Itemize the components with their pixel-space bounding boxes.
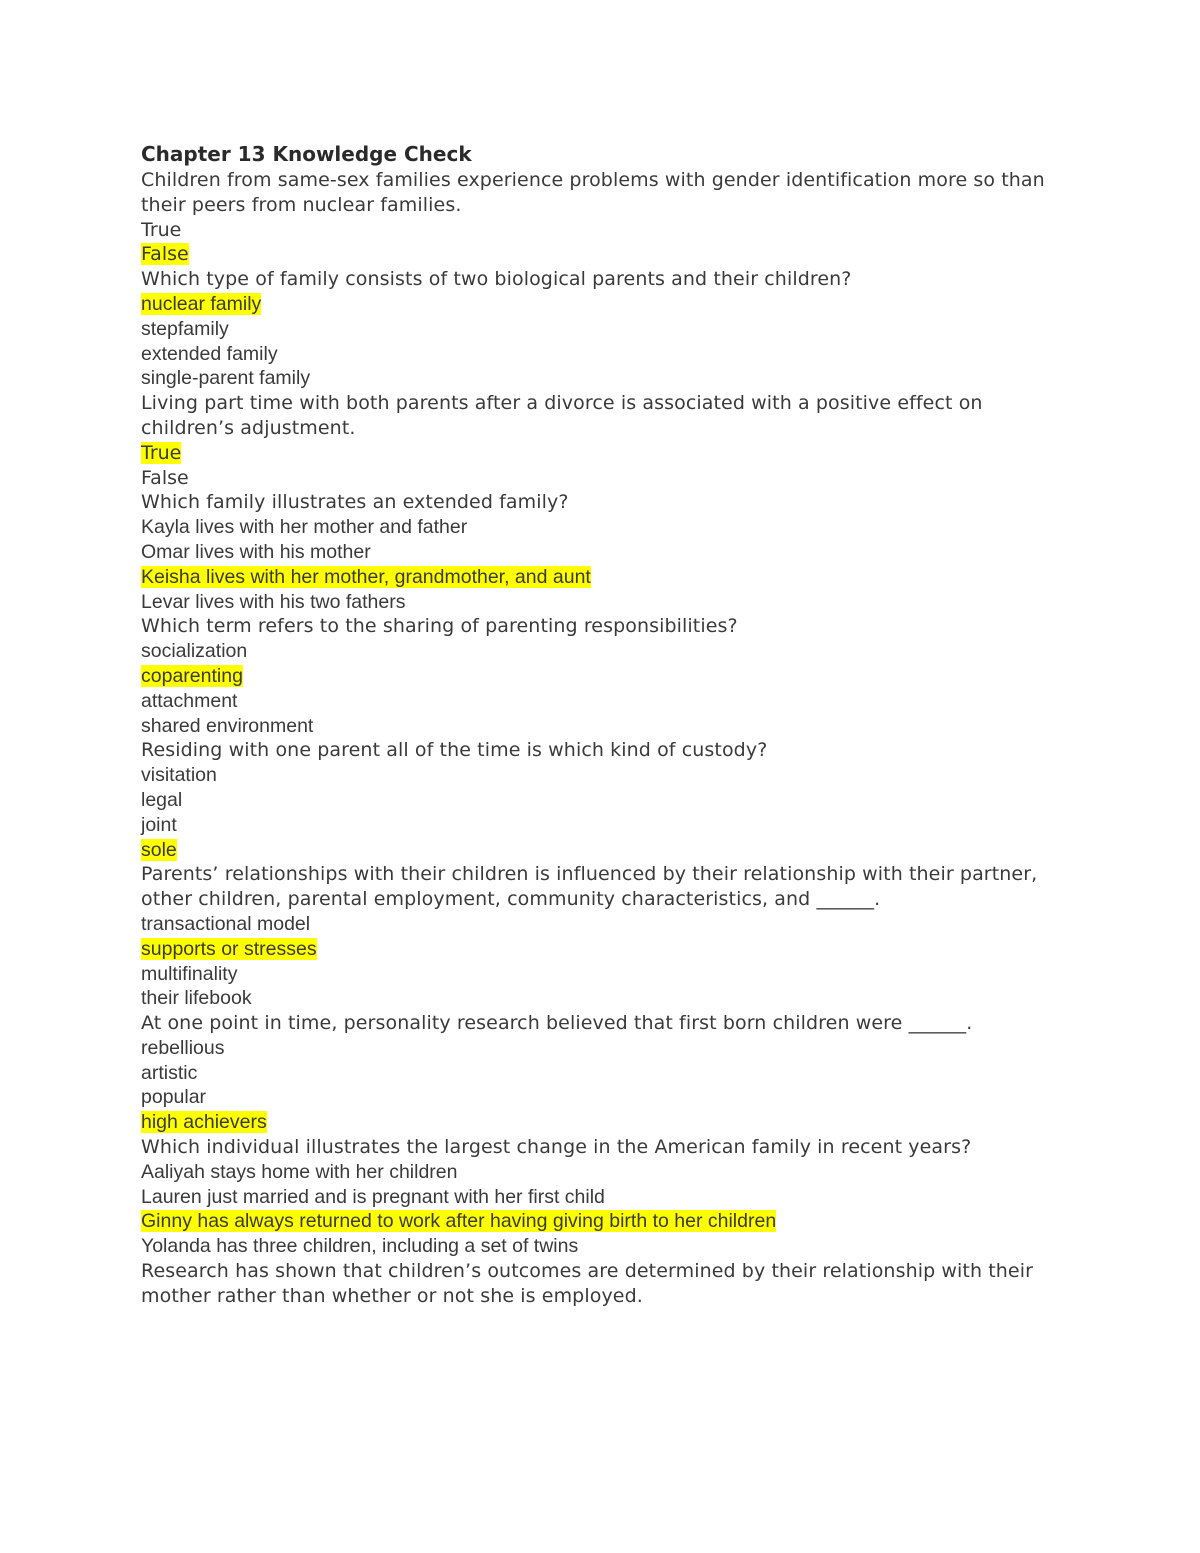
answer-option-label: extended family bbox=[141, 342, 278, 365]
answer-option-label: Yolanda has three children, including a set of twins bbox=[141, 1235, 579, 1258]
question-text: Which type of family consists of two biological parents and their children? bbox=[141, 268, 852, 291]
answer-option-label: shared environment bbox=[141, 714, 314, 737]
answer-option bbox=[141, 763, 1071, 788]
question-block bbox=[141, 490, 1071, 614]
answer-option-label: nuclear family bbox=[141, 292, 262, 315]
answer-option bbox=[141, 689, 1071, 714]
answer-option bbox=[141, 366, 1071, 391]
answer-option bbox=[141, 788, 1071, 813]
question-text: Residing with one parent all of the time is which kind of custody? bbox=[141, 739, 768, 762]
answer-option-label: rebellious bbox=[141, 1036, 225, 1059]
answer-option-label: Levar lives with his two fathers bbox=[141, 590, 406, 613]
answer-option-label: high achievers bbox=[141, 1111, 267, 1134]
question-list bbox=[141, 168, 1071, 1309]
answer-option-label: artistic bbox=[141, 1061, 198, 1084]
answer-option bbox=[141, 466, 1071, 491]
answer-option-label: legal bbox=[141, 788, 183, 811]
answer-option-label: joint bbox=[141, 813, 177, 836]
answer-option bbox=[141, 342, 1071, 367]
answer-option-label: coparenting bbox=[141, 664, 243, 687]
answer-option bbox=[141, 986, 1071, 1011]
question-block bbox=[141, 1259, 1071, 1309]
answer-option bbox=[141, 218, 1071, 243]
question-text: Which individual illustrates the largest change in the American family in recent years? bbox=[141, 1136, 972, 1159]
question-block bbox=[141, 614, 1071, 738]
answer-option bbox=[141, 1234, 1071, 1259]
question-text: At one point in time, personality research believed that first born children were ______. bbox=[141, 1012, 973, 1035]
answer-option-label: False bbox=[141, 466, 189, 489]
answer-option-label: supports or stresses bbox=[141, 937, 317, 960]
answer-option-label: their lifebook bbox=[141, 987, 252, 1010]
question-block bbox=[141, 1011, 1071, 1135]
answer-option-label: Kayla lives with her mother and father bbox=[141, 516, 468, 539]
answer-option-correct bbox=[141, 242, 1071, 267]
answer-option-label: False bbox=[141, 243, 189, 266]
answer-option bbox=[141, 317, 1071, 342]
answer-option-label: True bbox=[141, 441, 182, 464]
answer-option-correct bbox=[141, 565, 1071, 590]
answer-option bbox=[141, 639, 1071, 664]
answer-option-correct bbox=[141, 292, 1071, 317]
question-block bbox=[141, 391, 1071, 490]
answer-option-label: multifinality bbox=[141, 962, 238, 985]
answer-option-correct bbox=[141, 1209, 1071, 1234]
page-title: Chapter 13 Knowledge Check bbox=[141, 142, 472, 166]
question-text: Living part time with both parents after a divorce is associated with a positive effect on children’s adjustment. bbox=[141, 392, 983, 439]
answer-option-label: Omar lives with his mother bbox=[141, 540, 371, 563]
answer-option-label: socialization bbox=[141, 640, 248, 663]
answer-option bbox=[141, 540, 1071, 565]
answer-option-label: transactional model bbox=[141, 912, 311, 935]
answer-option-label: sole bbox=[141, 838, 177, 861]
answer-option bbox=[141, 962, 1071, 987]
question-text: Which family illustrates an extended family? bbox=[141, 491, 569, 514]
answer-option-label: attachment bbox=[141, 689, 238, 712]
answer-option bbox=[141, 1160, 1071, 1185]
document-page bbox=[141, 140, 1071, 1309]
answer-option-label: True bbox=[141, 218, 182, 241]
question-block bbox=[141, 738, 1071, 862]
answer-option bbox=[141, 1185, 1071, 1210]
answer-option-label: visitation bbox=[141, 764, 217, 787]
question-block bbox=[141, 267, 1071, 391]
answer-option bbox=[141, 813, 1071, 838]
answer-option-correct bbox=[141, 937, 1071, 962]
answer-option bbox=[141, 912, 1071, 937]
question-block bbox=[141, 168, 1071, 267]
answer-option bbox=[141, 1085, 1071, 1110]
answer-option bbox=[141, 590, 1071, 615]
answer-option-label: Aaliyah stays home with her children bbox=[141, 1160, 458, 1183]
answer-option bbox=[141, 1061, 1071, 1086]
answer-option-label: Lauren just married and is pregnant with her first child bbox=[141, 1185, 605, 1208]
question-text: Children from same-sex families experience problems with gender identification more so than their peers from nuclear families. bbox=[141, 169, 1045, 216]
answer-option bbox=[141, 515, 1071, 540]
question-block bbox=[141, 1135, 1071, 1259]
answer-option bbox=[141, 1036, 1071, 1061]
answer-option-correct bbox=[141, 1110, 1071, 1135]
answer-option-label: single-parent family bbox=[141, 367, 311, 390]
answer-option bbox=[141, 714, 1071, 739]
question-block bbox=[141, 862, 1071, 1011]
answer-option-label: stepfamily bbox=[141, 317, 229, 340]
answer-option-correct bbox=[141, 441, 1071, 466]
question-text: Which term refers to the sharing of parenting responsibilities? bbox=[141, 615, 738, 638]
answer-option-label: Ginny has always returned to work after having giving birth to her children bbox=[141, 1210, 777, 1233]
answer-option-correct bbox=[141, 664, 1071, 689]
answer-option-label: popular bbox=[141, 1086, 207, 1109]
answer-option-correct bbox=[141, 838, 1071, 863]
question-text: Parents’ relationships with their children is influenced by their relationship with their partner, other children, parental employment, community characteristics, and ______. bbox=[141, 863, 1038, 911]
answer-option-label: Keisha lives with her mother, grandmother, and aunt bbox=[141, 565, 591, 588]
question-text: Research has shown that children’s outcomes are determined by their relationship with their mother rather than whether or not she is employed. bbox=[141, 1260, 1034, 1307]
